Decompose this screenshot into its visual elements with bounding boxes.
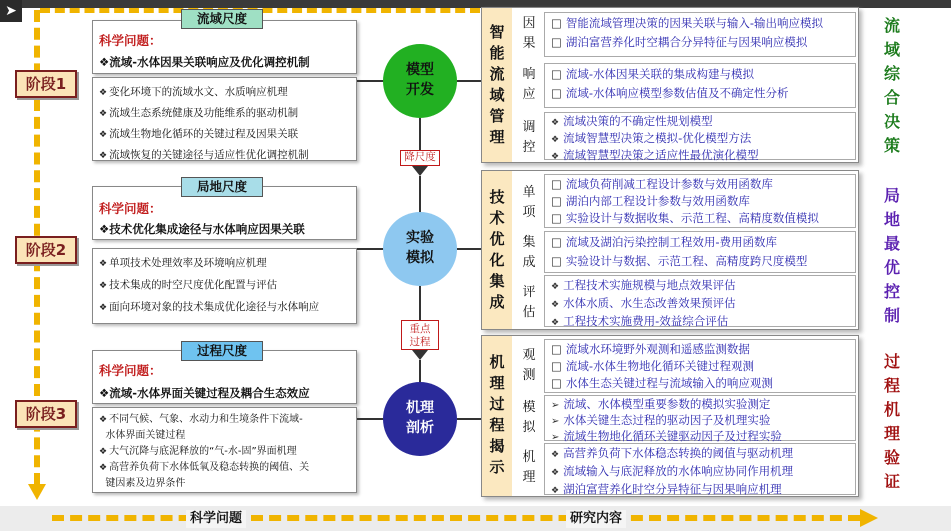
stage-3-bullet-cont: 键因素及边界条件 [99, 478, 186, 489]
group-label: 因 果 [522, 16, 536, 51]
list-item: ➢ 流域生物地化循环关键驱动因子及过程实验 [551, 429, 849, 445]
stage-1-science-title: 科学问题： [99, 33, 162, 48]
stage-3-circle [383, 382, 457, 456]
list-item: ❖ 水体水质、水生态改善效果预评估 [551, 295, 849, 313]
list-item: □ 湖泊富营养化时空耦合分异特征与因果响应模拟 [551, 33, 849, 52]
list-item: □ 实验设计与数据、示范工程、高精度跨尺度模型 [551, 252, 849, 271]
list-item: □ 智能流域管理决策的因果关联与输入-输出响应模拟 [551, 14, 849, 33]
stage-3-outcome: 过 程 机 理 验 证 [883, 352, 900, 491]
panel-title-char: 示 [489, 458, 505, 476]
stage-3-connector-right [457, 418, 481, 420]
stage-1-circle [383, 44, 457, 118]
group-items [544, 395, 856, 441]
list-item: □ 流域-水体因果关联的集成构建与模拟 [551, 65, 849, 84]
stage-1-circle-line: 模型 [406, 62, 434, 78]
list-item: ➢ 流域、水体模型重要参数的模拟实验测定 [551, 397, 849, 413]
stage-3-circle-line: 机理 [406, 400, 434, 416]
stage-2-circle-line: 模拟 [406, 250, 434, 266]
panel-title-char: 管 [489, 107, 505, 125]
bottom-label-research: 研究内容 [566, 510, 626, 528]
stage-2-bullet: ❖ 技术集成的时空尺度优化配置与评估 [99, 275, 350, 297]
panel-title-char: 机 [489, 353, 505, 371]
group-label: 观 测 [522, 348, 536, 383]
stage-2-bullet: ❖ 单项技术处理效率及环境响应机理 [99, 253, 350, 275]
group-label: 集 成 [522, 235, 536, 270]
panel-title-char: 理 [489, 128, 505, 146]
panel-title-char: 能 [489, 44, 505, 62]
list-item: □ 流域及湖泊污染控制工程效用-费用函数库 [551, 233, 849, 252]
stage-2-connector-right [457, 248, 481, 250]
group-items [544, 63, 856, 108]
list-item: □ 流域-水体生物地化循环关键过程观测 [551, 358, 849, 375]
list-item: □ 实验设计与数据收集、示范工程、高精度数值模拟 [551, 210, 849, 227]
group-label: 响 应 [522, 67, 536, 102]
stage-3-label: 阶段3 [15, 400, 77, 428]
stage-3-bullet: ❖ 高营养负荷下水体低氧及稳态转换的阈值、关 [99, 460, 350, 476]
list-item: ❖ 高营养负荷下水体稳态转换的阈值与驱动机理 [551, 445, 849, 463]
list-item: □ 湖泊内部工程设计参数与效用函数库 [551, 193, 849, 210]
group-items [544, 339, 856, 393]
stage-1-bullets [92, 77, 357, 161]
arrow-right-icon [860, 509, 878, 527]
group-items [544, 112, 856, 160]
list-item: ➢ 水体关键生态过程的驱动因子及机理实验 [551, 413, 849, 429]
group-items [544, 443, 856, 495]
stage-2-circle [383, 212, 457, 286]
list-item: ❖ 工程技术实施规模与地点效果评估 [551, 277, 849, 295]
stage-3-bullets [92, 407, 357, 493]
bottom-label-science: 科学问题 [186, 510, 246, 528]
stage-3-bullet-cont: 水体界面关键过程 [99, 430, 186, 441]
stage-1-bullet: ❖ 流域生态系统健康及功能维系的驱动机制 [99, 103, 350, 124]
group-items [544, 12, 856, 57]
list-item: □ 流域-水体响应模型参数估值及不确定性分析 [551, 84, 849, 103]
panel-title-char: 理 [489, 374, 505, 392]
connector-line-lower-2 [419, 360, 421, 382]
panel-title-char: 集 [489, 272, 505, 290]
stage-1-panel-title [482, 8, 512, 162]
list-item: ❖ 流域决策的不确定性规划模型 [551, 114, 849, 131]
stage-2-bullets [92, 248, 357, 324]
horizontal-dashed-arrow [52, 515, 860, 521]
stage-3-science-question: ❖流域-水体界面关键过程及耦合生态效应 [99, 386, 310, 400]
connector-line-upper [419, 118, 421, 150]
group-label: 机 理 [522, 450, 536, 485]
arrow-down-icon [412, 166, 428, 176]
panel-title-char: 程 [489, 416, 505, 434]
stage-2-panel-title [482, 171, 512, 329]
group-label: 单 项 [522, 185, 536, 220]
list-item: □ 流域水环境野外观测和遥感监测数据 [551, 341, 849, 358]
stage-3-panel [481, 335, 859, 497]
stage-2-science-title: 科学问题： [99, 201, 162, 216]
stage-1-outcome: 流 域 综 合 决 策 [883, 16, 900, 155]
key-process-label: 重点 过程 [401, 320, 439, 350]
stage-1-panel [481, 7, 859, 163]
arrow-down-icon [412, 350, 428, 360]
stage-3-bullet: ❖ 大气沉降与底泥释放的“气-水-固”界面机理 [99, 444, 350, 460]
stage-1-scale-tag: 流域尺度 [181, 9, 263, 29]
stage-2-label: 阶段2 [15, 236, 77, 264]
stage-1-science-question: ❖流域-水体因果关联响应及优化调控机制 [99, 55, 310, 69]
stage-3-connector [357, 418, 385, 420]
panel-title-char: 智 [489, 23, 505, 41]
stage-2-panel [481, 170, 859, 330]
group-label: 评 估 [522, 285, 536, 320]
panel-title-char: 化 [489, 251, 505, 269]
list-item: ❖ 工程技术实施费用-效益综合评估 [551, 313, 849, 331]
stage-3-bullet: ❖ 不同气候、气象、水动力和生境条件下流域- [99, 412, 350, 428]
panel-title-char: 优 [489, 230, 505, 248]
arrow-down-icon [28, 484, 46, 500]
group-items [544, 174, 856, 228]
group-items [544, 231, 856, 273]
stage-1-circle-line: 开发 [406, 82, 434, 98]
group-label: 模 拟 [522, 400, 536, 435]
stage-3-scale-tag: 过程尺度 [181, 341, 263, 361]
panel-title-char: 流 [489, 65, 505, 83]
stage-2-science-question: ❖技术优化集成途径与水体响应因果关联 [99, 222, 305, 236]
list-item: ❖ 流域智慧型决策之适应性最优演化模型 [551, 148, 849, 165]
panel-title-char: 术 [489, 209, 505, 227]
stage-1-bullet: ❖ 流域恢复的关键途径与适应性优化调控机制 [99, 145, 350, 166]
stage-2-circle-line: 实验 [406, 230, 434, 246]
stage-2-scale-tag: 局地尺度 [181, 177, 263, 197]
stage-2-connector [357, 248, 385, 250]
list-item: □ 水体生态关键过程与流域输入的响应观测 [551, 375, 849, 392]
downscale-label: 降尺度 [400, 150, 440, 166]
list-item: ❖ 流域输入与底泥释放的水体响应协同作用机理 [551, 463, 849, 481]
list-item: ❖ 湖泊富营养化时空分异特征与因果响应机理 [551, 481, 849, 499]
stage-2-bullet: ❖ 面向环境对象的技术集成优化途径与水体响应 [99, 297, 350, 319]
stage-1-label: 阶段1 [15, 70, 77, 98]
panel-title-char: 域 [489, 86, 505, 104]
stage-1-connector-right [457, 80, 481, 82]
stage-3-panel-title [482, 336, 512, 496]
panel-title-char: 过 [489, 395, 505, 413]
list-item: ❖ 流域智慧型决策之模拟-优化模型方法 [551, 131, 849, 148]
stage-3-circle-line: 剖析 [406, 420, 434, 436]
stage-1-bullet: ❖ 变化环境下的流域水文、水质响应机理 [99, 82, 350, 103]
stage-1-bullet: ❖ 流域生物地化循环的关键过程及因果关联 [99, 124, 350, 145]
connector-line-lower [419, 286, 421, 320]
panel-title-char: 技 [489, 188, 505, 206]
stage-3-science-title: 科学问题： [99, 363, 162, 378]
list-item: □ 流域负荷削减工程设计参数与效用函数库 [551, 176, 849, 193]
stage-1-connector [357, 80, 385, 82]
stage-2-outcome: 局 地 最 优 控 制 [883, 186, 900, 325]
panel-title-char: 成 [489, 293, 505, 311]
corner-arrow-icon: ➤ [0, 0, 22, 22]
group-items [544, 275, 856, 327]
panel-title-char: 揭 [489, 437, 505, 455]
group-label: 调 控 [522, 120, 536, 155]
